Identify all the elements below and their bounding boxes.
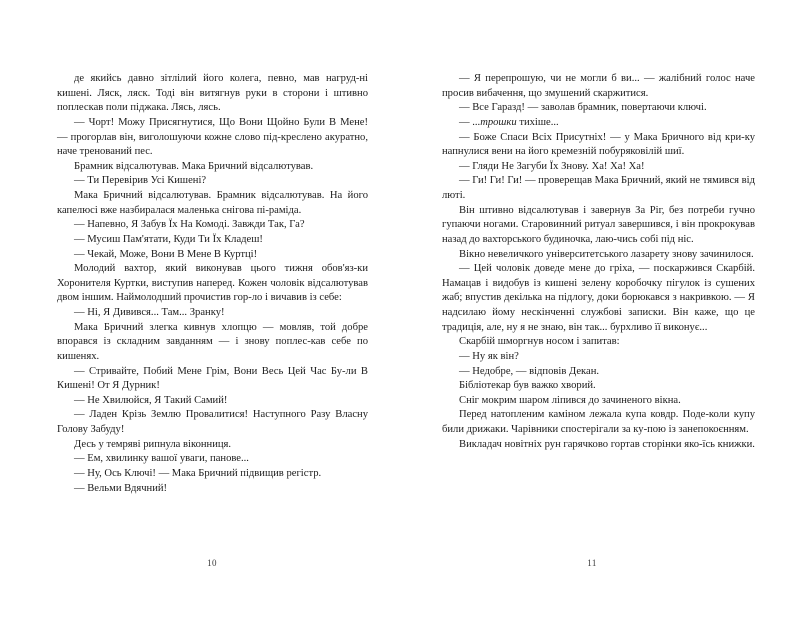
paragraph: — Все Гаразд! — заволав брамник, повертаючи ключі. [459,102,707,114]
paragraph: Мака Бричний відсалютував. Брамник відсалютував. На його капелюсі вже назбиралася маленька снігова пі-раміда. [57,190,368,216]
paragraph: — Напевно, Я Забув Їх На Комоді. Завжди Так, Га? [74,219,305,231]
paragraph: Бібліотекар був важко хворий. [459,380,596,392]
paragraph: — Я перепрошую, чи не могли б ви... — жалібний голос наче просив вибачення, що змушений скаржитися. [442,73,755,99]
paragraph: — Чекай, Може, Вони В Мене В Куртці! [74,248,258,260]
emphasis-word: трошки [480,116,517,128]
paragraph: де якийсь давно зітлілий його колега, певно, мав нагруд-ні кишені. Ляск, ляск. Тоді він витягнув руки в сторони і штивно поплескав поли піджака. Лясь, лясь. [57,73,368,114]
paragraph: — Цей чоловік доведе мене до гріха, — поскаржився Скарбій. Намацав і видобув із кишені зелену коробочку пігулок із сушених жаб; впустив декілька на підлогу, доки борюкався з накривкою. — Я надсилаю йому нескінченні службові записки. Він каже, що це традиція, але, ну я не знаю, він так... бурхливо її виконує... [442,263,755,333]
paragraph: Скарбій шморгнув носом і запитав: [459,336,620,348]
paragraph-italic-inline [442,116,755,131]
paragraph: — Ем, хвилинку вашої уваги, панове... [74,453,249,465]
paragraph: — Мусиш Пам'ятати, Куди Ти Їх Кладеш! [74,233,263,245]
right-page-textblock [442,72,755,452]
paragraph: — Ги! Ги! Ги! — проверещав Мака Бричний, який не тямився від люті. [442,175,755,201]
paragraph: — Боже Спаси Всіх Присутніх! — у Мака Бричного від кри-ку напнулися вени на його кремезній побуряковілій шиї. [442,131,755,158]
page-number: 11 [587,558,597,568]
paragraph: — Стривайте, Побий Мене Грім, Вони Весь Цей Час Бу-ли В Кишені! От Я Дурник! [57,365,368,392]
paragraph: — Чорт! Можу Присягнутися, Що Вони Щойно Були В Мене! — прогорлав він, виголошуючи кожне слово під-креслено акуратно, наче тренований пес. [57,116,368,158]
page-right [400,0,800,624]
paragraph: Брамник відсалютував. Мака Бричний відсалютував. [74,160,314,172]
paragraph: — Вельми Вдячний! [74,482,168,494]
paragraph: — Ладен Крізь Землю Провалитися! Наступного Разу Власну Голову Забуду! [57,409,368,435]
paragraph: — Ну як він? [459,350,519,362]
paragraph: Перед натопленим каміном лежала купа ковдр. Поде-коли купу били дрижаки. Чарівники спостерігали за ку-пою із занепокоєнням. [442,409,755,435]
paragraph: Молодий вахтор, який виконував цього тижня обов'яз-ки Хоронителя Куртки, виступив наперед. Кожен чоловік відсалютував двом іншим. Наймолодший прочистив гор-ло і вичавив із себе: [57,263,368,304]
paragraph: Він штивно відсалютував і завернув За Ріг, без потреби гучно гупаючи ногами. Старовинний ритуал завершився, і він прокрокував назад до вахторського будиночка, лаю-чись собі під ніс. [442,204,755,245]
paragraph: Десь у темряві рипнула віконниця. [74,438,232,450]
paragraph: — Ти Перевірив Усі Кишені? [74,175,207,187]
text-before: — ... [459,116,481,128]
paragraph: — Недобре, — відповів Декан. [459,365,600,377]
paragraph: Вікно невеличкого університетського лазарету знову зачинилося. [459,248,754,260]
paragraph: — Ну, Ось Ключі! — Мака Бричний підвищив регістр. [74,467,322,479]
left-page-textblock [57,72,368,496]
text-after: тихіше... [516,116,559,128]
paragraph: — Гляди Не Загуби Їх Знову. Ха! Ха! Ха! [459,160,645,172]
page-number: 10 [207,558,217,568]
paragraph: — Ні, Я Дивився... Там... Зранку! [74,307,225,318]
paragraph: — Не Хвилюйся, Я Такий Самий! [74,394,228,406]
paragraph: Мака Бричний злегка кивнув хлопцю — мовляв, той добре впорався із складним завданням — і знову поплес-кав себе по кишенях. [57,321,368,362]
paragraph: Викладач новітніх рун гарячково гортав сторінки яко-їсь книжки. [459,438,755,450]
paragraph: Сніг мокрим шаром ліпився до зачиненого вікна. [459,394,681,406]
